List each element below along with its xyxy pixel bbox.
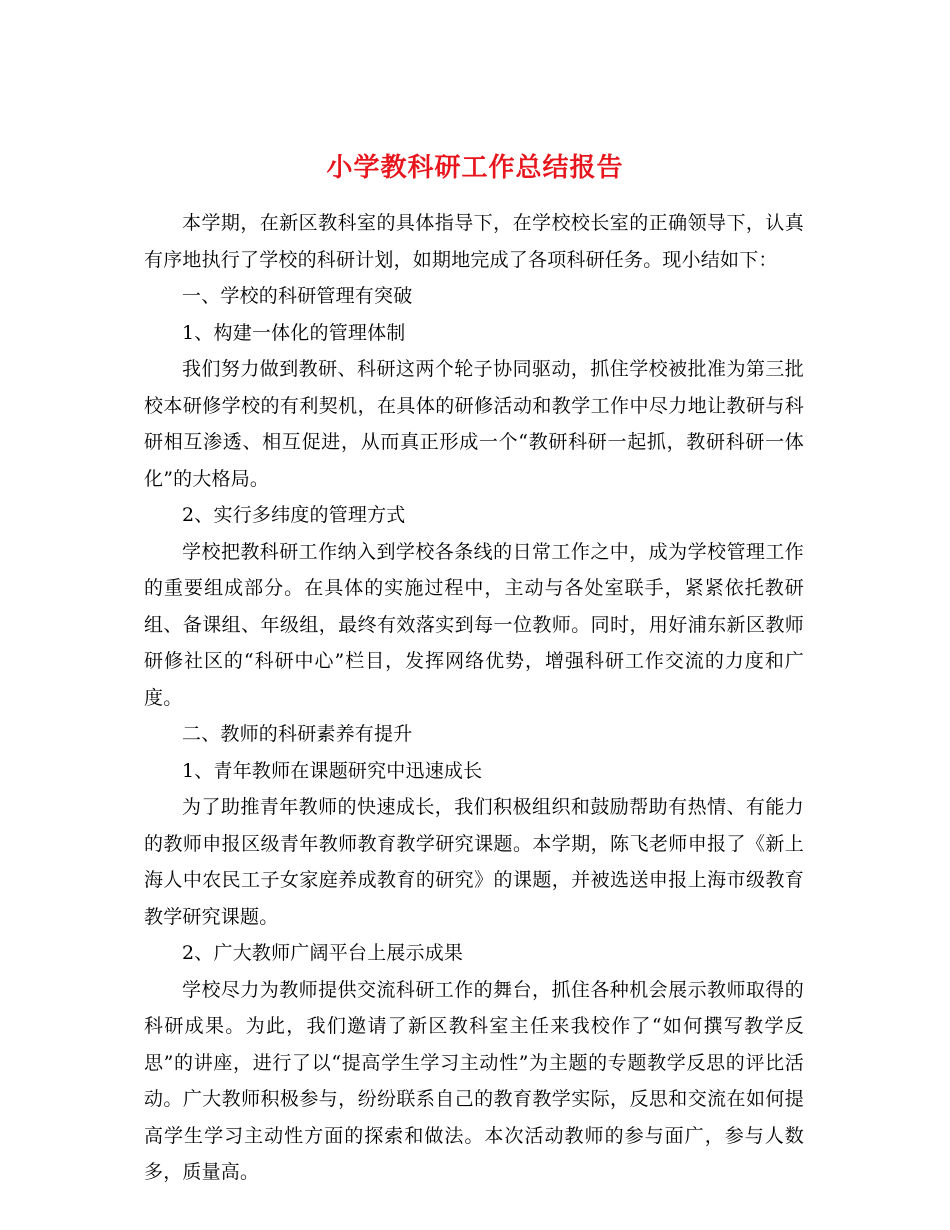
paragraph-1-1: 我们努力做到教研、科研这两个轮子协同驱动，抓住学校被批准为第三批校本研修学校的有利契机，在具体的研修活动和教学工作中尽力地让教研与科研相互渗透、相互促进，从而真正形成一个“教研科研一起抓，教研科研一体化”的大格局。: [144, 358, 804, 490]
subheading-1-1: 1、构建一体化的管理体制: [182, 321, 406, 344]
paragraph-1-2: 学校把教科研工作纳入到学校各条线的日常工作之中，成为学校管理工作的重要组成部分。在具体的实施过程中，主动与各处室联手，紧紧依托教研组、备课组、年级组，最终有效落实到每一位教师。同时，用好浦东新区教师研修社区的“科研中心”栏目，发挥网络优势，增强科研工作交流的力度和广度。: [144, 540, 804, 709]
heading-section-1: 一、学校的科研管理有突破: [182, 285, 413, 307]
document-title: 小学教科研工作总结报告: [326, 153, 624, 184]
paragraph-intro: 本学期，在新区教科室的具体指导下，在学校校长室的正确领导下，认真有序地执行了学校的科研计划，如期地完成了各项科研任务。现小结如下：: [144, 212, 804, 271]
heading-section-2: 二、教师的科研素养有提升: [182, 723, 413, 745]
document-body: [144, 205, 804, 1191]
subheading-2-1: 1、青年教师在课题研究中迅速成长: [182, 759, 483, 782]
paragraph-2-1: 为了助推青年教师的快速成长，我们积极组织和鼓励帮助有热情、有能力的教师申报区级青年教师教育教学研究课题。本学期，陈飞老师申报了《新上海人中农民工子女家庭养成教育的研究》的课题，并被选送申报上海市级教育教学研究课题。: [144, 796, 804, 928]
subheading-2-2: 2、广大教师广阔平台上展示成果: [182, 942, 464, 964]
paragraph-2-2: 学校尽力为教师提供交流科研工作的舞台，抓住各种机会展示教师取得的科研成果。为此，我们邀请了新区教科室主任来我校作了“如何撰写教学反思”的讲座，进行了以“提高学生学习主动性”为主题的专题教学反思的评比活动。广大教师积极参与，纷纷联系自己的教育教学实际，反思和交流在如何提高学生学习主动性方面的探索和做法。本次活动教师的参与面广，参与人数多，质量高。: [144, 978, 804, 1183]
subheading-1-2: 2、实行多纬度的管理方式: [182, 504, 406, 526]
